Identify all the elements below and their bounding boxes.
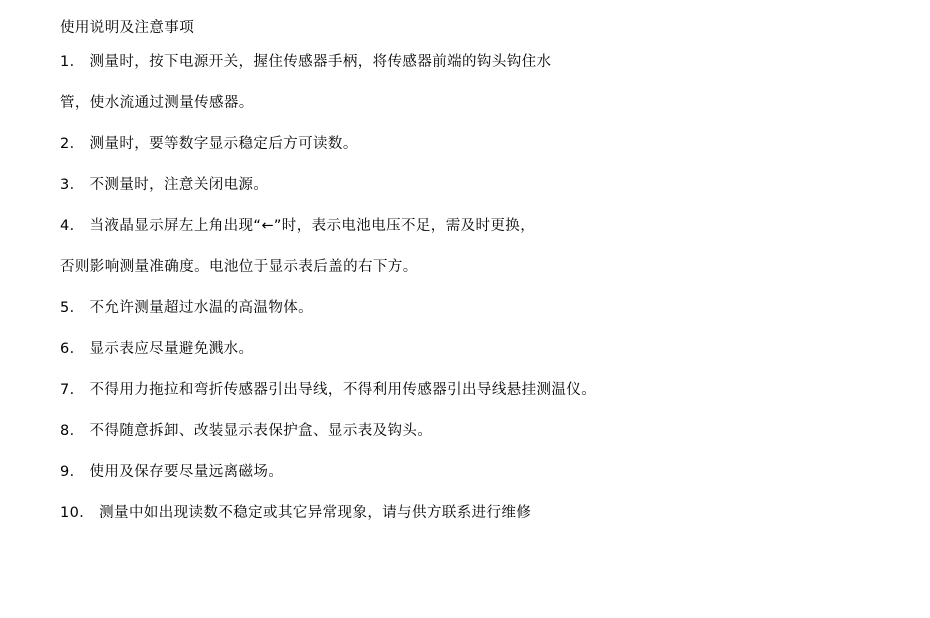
instruction-line-7: 5． 不允许测量超过水温的高温物体。 xyxy=(60,300,314,316)
instruction-line-1: 1． 测量时，按下电源开关，握住传感器手柄，将传感器前端的钩头钩住水 xyxy=(60,54,552,70)
instruction-line-12: 10． 测量中如出现读数不稳定或其它异常现象，请与供方联系进行维修 xyxy=(60,505,532,521)
instruction-line-10: 8． 不得随意拆卸、改装显示表保护盒、显示表及钩头。 xyxy=(60,423,433,439)
instruction-line-9: 7． 不得用力拖拉和弯折传感器引出导线，不得利用传感器引出导线悬挂测温仪。 xyxy=(60,382,597,398)
instruction-line-5: 4． 当液晶显示屏左上角出现“←”时，表示电池电压不足，需及时更换， xyxy=(60,218,536,234)
page-title: 使用说明及注意事项 xyxy=(60,20,195,36)
instruction-line-4: 3． 不测量时，注意关闭电源。 xyxy=(60,177,269,193)
instruction-line-8: 6． 显示表应尽量避免溅水。 xyxy=(60,341,254,357)
instruction-line-3: 2． 测量时，要等数字显示稳定后方可读数。 xyxy=(60,136,358,152)
instruction-line-6: 否则影响测量准确度。电池位于显示表后盖的右下方。 xyxy=(60,259,418,275)
instruction-line-11: 9． 使用及保存要尽量远离磁场。 xyxy=(60,464,284,480)
instruction-line-2: 管，使水流通过测量传感器。 xyxy=(60,95,254,111)
